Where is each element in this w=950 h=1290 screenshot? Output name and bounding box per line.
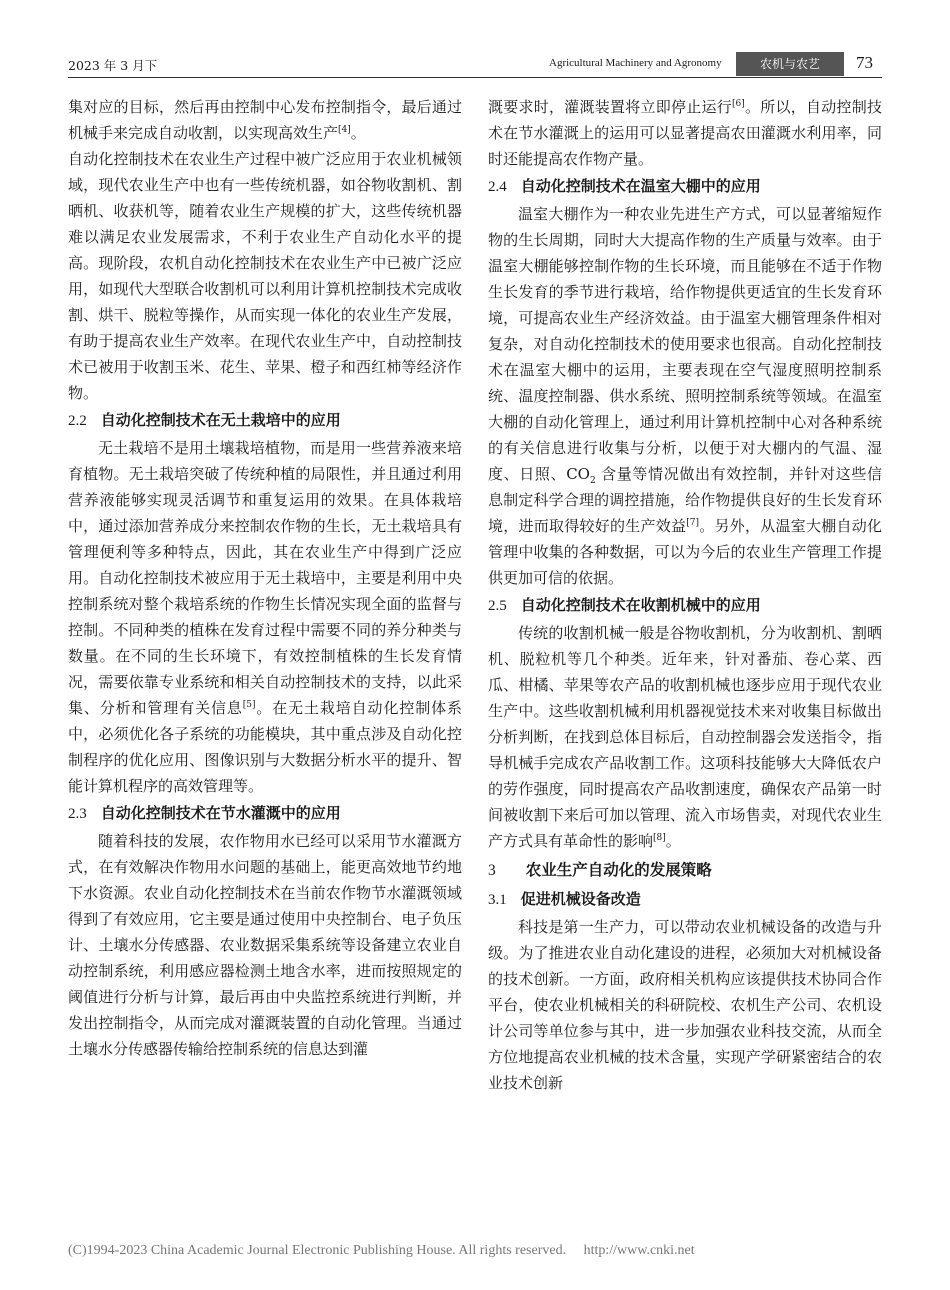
citation[interactable]: [8] bbox=[653, 833, 666, 843]
copyright-footer bbox=[68, 1243, 695, 1259]
section-heading-2-5: 2.5 自动化控制技术在收割机械中的应用 bbox=[488, 596, 761, 614]
paragraph: 科技是第一生产力，可以带动农业机械设备的改造与升级。为了推进农业自动化建设的进程，必须加大对机械设备的技术创新。一方面，政府相关机构应该提供技术协同合作平台，使农业机械相关的科研院校、农机生产公司、农机设计公司等单位参与其中，进一步加强农业科技交流，从而全方位地提高农业机械的技术含量，实现产学研紧密结合的农业技术创新 bbox=[488, 918, 882, 1092]
section-heading-3: 3 农业生产自动化的发展策略 bbox=[488, 861, 712, 879]
footer-url[interactable]: http://www.cnki.net bbox=[583, 1243, 695, 1258]
right-column bbox=[488, 94, 882, 1096]
journal-name-cn: 农机与农艺 bbox=[736, 52, 844, 76]
header-rule bbox=[68, 77, 882, 78]
page-number: 73 bbox=[856, 53, 873, 72]
paragraph: 随着科技的发展，农作物用水已经可以采用节水灌溉方式，在有效解决作物用水问题的基础上，能更高效地节约地下水资源。农业自动化控制技术在当前农作物节水灌溉领域得到了有效应用，它主要是通过使用中央控制台、电子负压计、土壤水分传感器、农业数据采集系统等设备建立农业自动控制系统，利用感应器检测土地含水率，进而按照规定的阈值进行分析与计算，最后再由中央监控系统进行判断，并发出控制指令，从而完成对灌溉装置的自动化管理。当通过土壤水分传感器传输给控制系统的信息达到灌 bbox=[68, 832, 462, 1058]
citation[interactable]: [7] bbox=[686, 518, 699, 528]
paragraph: 集对应的目标，然后再由控制中心发布控制指令，最后通过机械手来完成自动收割，以实现高效生产[4]。 bbox=[68, 98, 462, 142]
paragraph: 溉要求时，灌溉装置将立即停止运行[6]。所以，自动控制技术在节水灌溉上的运用可以显著提高农田灌溉水利用率，同时还能提高农作物产量。 bbox=[488, 98, 882, 168]
section-heading-3-1: 3.1 促进机械设备改造 bbox=[488, 890, 641, 908]
paragraph: 无土栽培不是用土壤栽培植物，而是用一些营养液来培育植物。无土栽培突破了传统种植的局限性，并且通过利用营养液能够实现灵活调节和重复运用的效果。在具体栽培中，通过添加营养成分来控制农作物的生长，无土栽培具有管理便利等多种特点，因此，其在农业生产中得到广泛应用。自动化控制技术被应用于无土栽培中，主要是利用中央控制系统对整个栽培系统的作物生长情况实现全面的监督与控制。不同种类的植株在发育过程中需要不同的养分种类与数量。在不同的生长环境下，有效控制植株的生长发育情况，需要依靠专业系统和相关自动控制技术的支持，以此采集、分析和管理有关信息[5]。在无土栽培自动化控制体系中，必须优化各子系统的功能模块，其中重点涉及自动化控制程序的优化应用、图像识别与大数据分析水平的提升、智能计算机程序的高效管理等。 bbox=[68, 439, 462, 795]
copyright-text: (C)1994-2023 China Academic Journal Electronic Publishing House. All rights reserved. bbox=[68, 1243, 567, 1258]
citation[interactable]: [6] bbox=[731, 99, 745, 109]
citation[interactable]: [5] bbox=[242, 700, 256, 710]
journal-name-en: Agricultural Machinery and Agronomy bbox=[549, 57, 722, 69]
paragraph: 温室大棚作为一种农业先进生产方式，可以显著缩短作物的生长周期，同时大大提高作物的生产质量与效率。由于温室大棚能够控制作物的生长环境，而且能够在不适于作物生长发育的季节进行栽培，给作物提供更适宜的生长发育环境，可提高农业生产经济效益。由于温室大棚管理条件相对复杂，对自动化控制技术的使用要求也很高。自动化控制技术在温室大棚中的运用，主要表现在空气湿度照明控制系统、温度控制器、供水系统、照明控制系统等领域。在温室大棚的自动化管理上，通过利用计算机控制中心对各种系统的有关信息进行收集与分析，以便于对大棚内的气温、湿度、日照、$CO_2$ 含量等情况做出有效控制，并针对这些信息制定科学合理的调控措施，给作物提供良好的生长发育环境，进而取得较好的生产效益[7]。另外，从温室大棚自动化管理中收集的各种数据，可以为今后的农业生产管理工作提供更加可信的依据。 bbox=[488, 205, 882, 587]
page-header bbox=[68, 52, 882, 76]
citation[interactable]: [4] bbox=[338, 125, 351, 135]
issue-date: 2023 年 3 月下 bbox=[68, 58, 158, 73]
section-heading-2-3: 2.3 自动化控制技术在节水灌溉中的应用 bbox=[68, 804, 341, 822]
section-heading-2-4: 2.4 自动化控制技术在温室大棚中的应用 bbox=[488, 177, 761, 195]
section-heading-2-2: 2.2 自动化控制技术在无土栽培中的应用 bbox=[68, 411, 341, 429]
left-column bbox=[68, 94, 462, 1062]
paragraph: 传统的收割机械一般是谷物收割机，分为收割机、割晒机、脱粒机等几个种类。近年来，针对番茄、卷心菜、西瓜、柑橘、苹果等农产品的收割机械也逐步应用于现代农业生产中。这些收割机械利用机器视觉技术来对收集目标做出分析判断，在找到总体目标后，自动控制器会发送指令，指导机械手完成农产品收割工作。这项科技能够大大降低农户的劳作强度，同时提高农产品收割速度，确保农产品第一时间被收割下来后可加以管理、流入市场售卖，对现代农业生产方式具有革命性的影响[8]。 bbox=[488, 624, 882, 850]
paragraph: 自动化控制技术在农业生产过程中被广泛应用于农业机械领域，现代农业生产中也有一些传统机器，如谷物收割机、割晒机、收获机等，随着农业生产规模的扩大，这些传统机器难以满足农业发展需求，不利于农业生产自动化水平的提高。现阶段，农机自动化控制技术在农业生产中已被广泛应用，如现代大型联合收割机可以利用计算机控制技术完成收割、烘干、脱粒等操作，从而实现一体化的农业生产发展，有助于提高农业生产效率。在现代农业生产中，自动控制技术已被用于收割玉米、花生、苹果、橙子和西红柿等经济作物。 bbox=[68, 150, 462, 402]
